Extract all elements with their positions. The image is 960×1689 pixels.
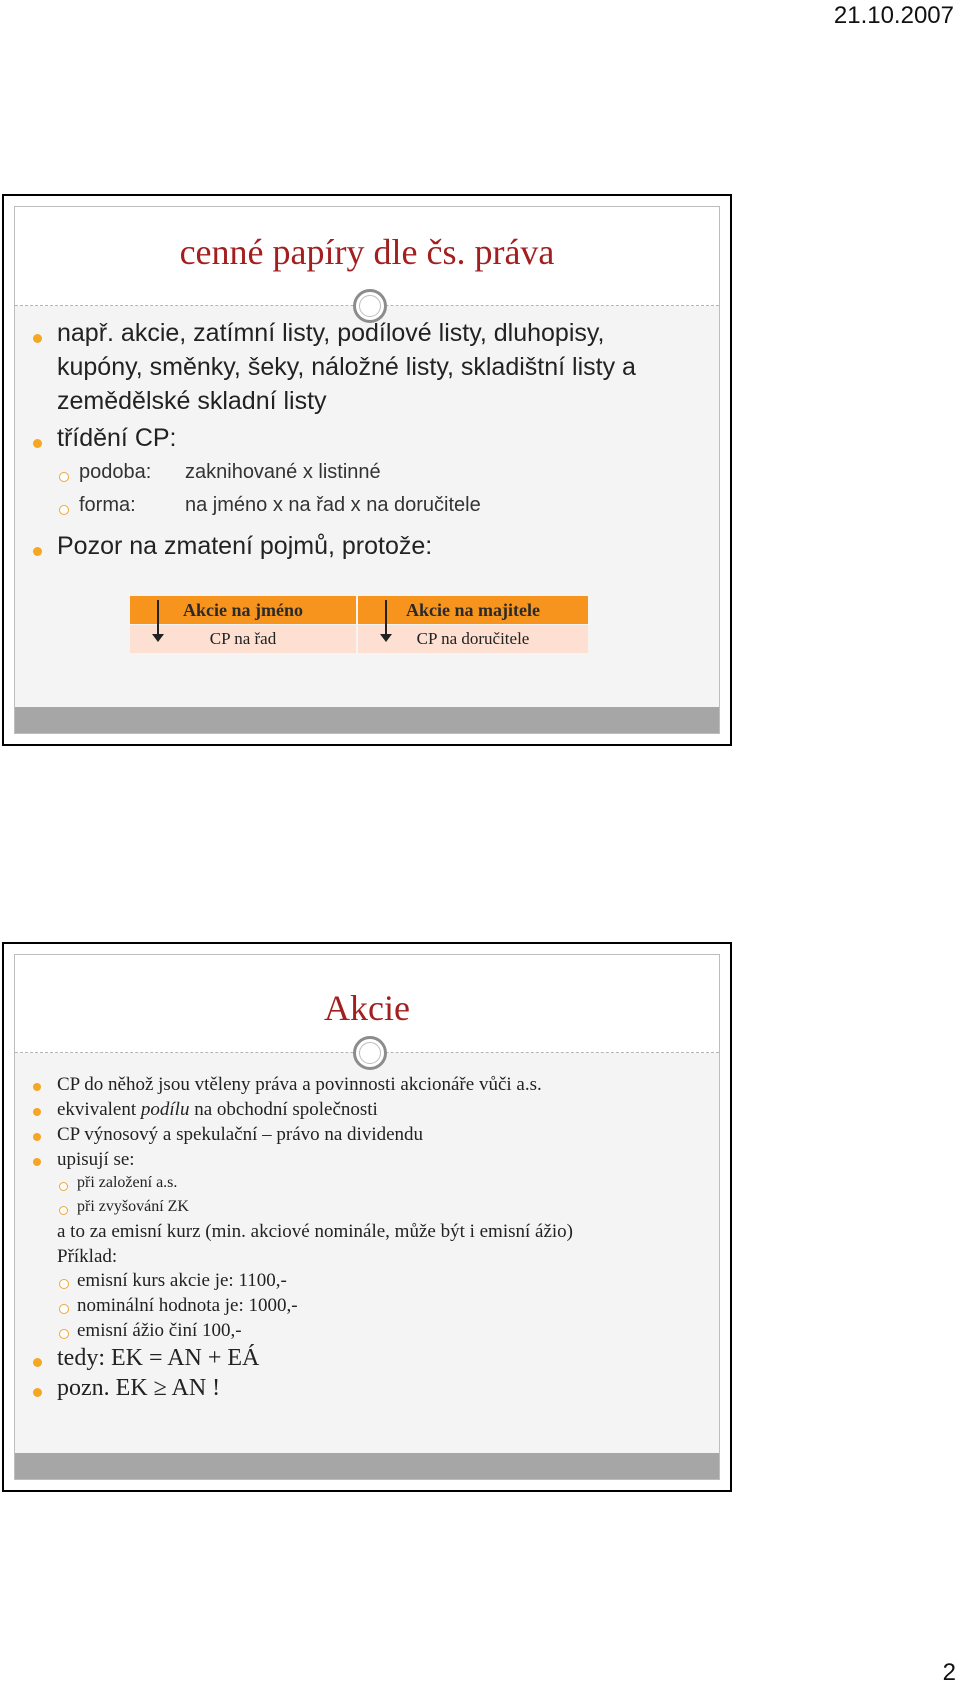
slide-2-bullet-1: CP do něhož jsou vtěleny práva a povinnosti akcionáře vůči a.s.	[57, 1074, 542, 1095]
page-number: 2	[942, 1659, 956, 1686]
table-header-cell: Akcie na majitele	[358, 596, 588, 624]
slide-2-bullet-3: CP výnosový a spekulační – právo na dividendu	[57, 1124, 424, 1145]
slide-2-sub-2: při zvyšování ZK	[77, 1198, 189, 1215]
slide-1-sub-2-value: na jméno x na řad x na doručitele	[185, 494, 481, 516]
slide-2-bullet-2-post: na obchodní společnosti	[189, 1099, 378, 1120]
slide-2-example-3: emisní ážio činí 100,-	[77, 1320, 242, 1341]
slide-2-plain-1: a to za emisní kurz (min. akciové nominále, může být i emisní ážio)	[57, 1221, 574, 1242]
bullet-dot	[33, 334, 42, 343]
slide-1-bullet-2: třídění CP:	[57, 424, 177, 452]
slide-2-panel	[14, 954, 720, 1480]
header-ring-ornament	[353, 1036, 387, 1070]
slide-2-bullet-2-pre: ekvivalent	[57, 1099, 141, 1120]
slide-2-bullet-2	[57, 1099, 378, 1121]
down-arrow-icon	[385, 600, 387, 640]
sub-bullet-circle	[59, 1304, 69, 1314]
table-cell: CP na řad	[130, 625, 356, 653]
slide-1-panel	[14, 206, 720, 734]
slide-2-sub-1: při založení a.s.	[77, 1174, 178, 1191]
header-ring-ornament	[353, 289, 387, 323]
slide-2-example-1: emisní kurs akcie je: 1100,-	[77, 1270, 287, 1291]
header-date: 21.10.2007	[833, 2, 954, 29]
slide-2-bullet-6: pozn. EK ≥ AN !	[57, 1375, 221, 1401]
slide-2-bullet-2-emphasis: podílu	[140, 1099, 190, 1120]
slide-1-sub-2-label: forma:	[79, 494, 136, 516]
table-cell: CP na doručitele	[358, 625, 588, 653]
slide-1-title: cenné papíry dle čs. práva	[179, 232, 555, 272]
bullet-dot	[33, 1108, 41, 1116]
slide-1-bullet-1-line-1: např. akcie, zatímní listy, podílové listy, dluhopisy,	[57, 319, 605, 347]
slide-1-sub-1-label: podoba:	[79, 461, 152, 483]
sub-bullet-circle	[59, 472, 69, 482]
bullet-dot	[33, 1158, 41, 1166]
down-arrow-icon	[157, 600, 159, 640]
slide-2-bullet-5: tedy: EK = AN + EÁ	[57, 1345, 260, 1371]
slide-1-sub-1-value: zaknihované x listinné	[185, 461, 381, 483]
slide-1-bullet-1-line-3: zemědělské skladní listy	[57, 387, 327, 415]
slide-1-footer-bar	[15, 707, 719, 733]
bullet-dot	[33, 1358, 42, 1367]
slide-2-plain-2: Příklad:	[57, 1246, 118, 1267]
bullet-dot	[33, 1388, 42, 1397]
bullet-dot	[33, 1133, 41, 1141]
bullet-dot	[33, 547, 42, 556]
sub-bullet-circle	[59, 1182, 68, 1191]
slide-1	[2, 194, 732, 746]
slide-2-example-2: nominální hodnota je: 1000,-	[77, 1295, 298, 1316]
sub-bullet-circle	[59, 1279, 69, 1289]
slide-1-bullet-1-line-2: kupóny, směnky, šeky, náložné listy, skladištní listy a	[57, 353, 636, 381]
bullet-dot	[33, 1083, 41, 1091]
bullet-dot	[33, 439, 42, 448]
slide-2-footer-bar	[15, 1453, 719, 1479]
table-header-cell: Akcie na jméno	[130, 596, 356, 624]
slide-2-title: Akcie	[324, 988, 410, 1028]
sub-bullet-circle	[59, 1329, 69, 1339]
sub-bullet-circle	[59, 505, 69, 515]
slide-2-bullet-4: upisují se:	[57, 1149, 135, 1170]
slide-2	[2, 942, 732, 1492]
slide-1-bullet-3: Pozor na zmatení pojmů, protože:	[57, 532, 433, 560]
sub-bullet-circle	[59, 1206, 68, 1215]
